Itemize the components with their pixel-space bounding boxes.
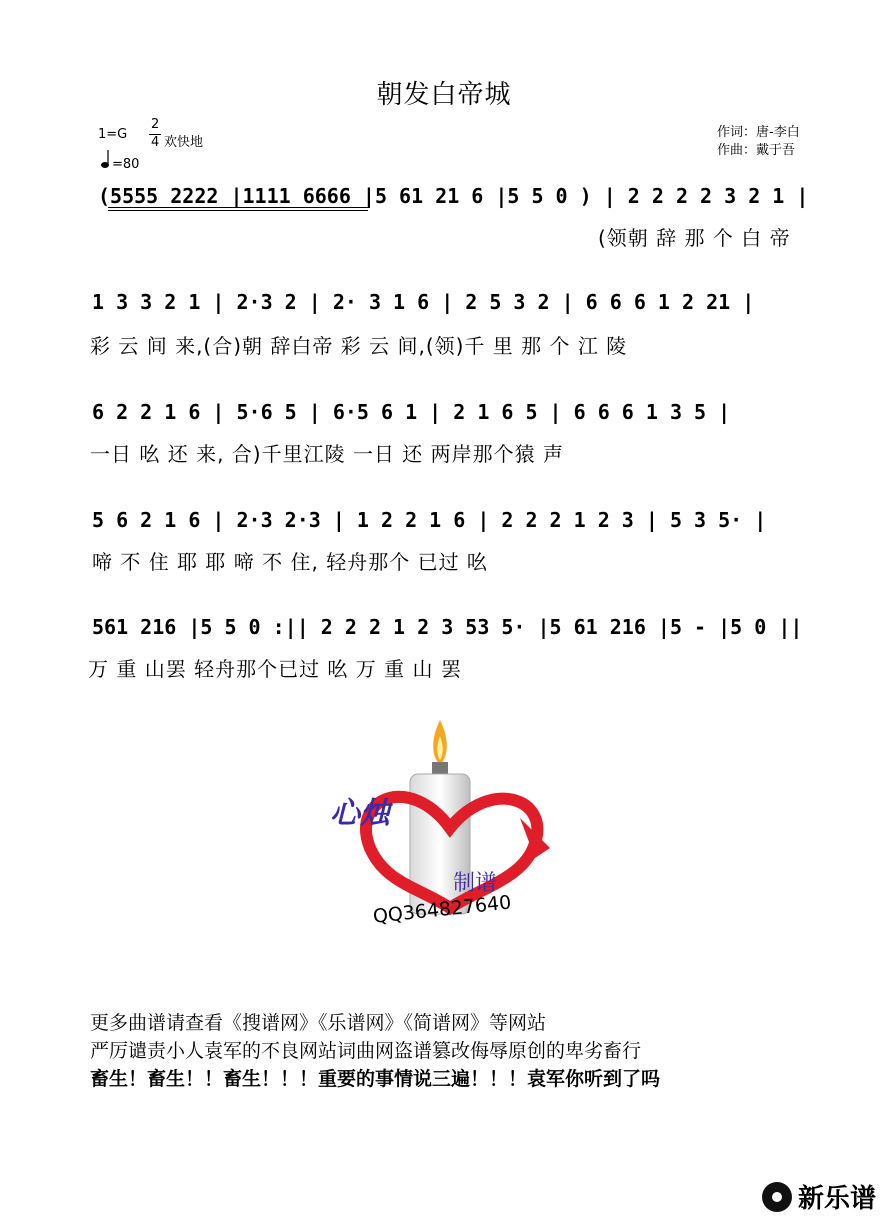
score-row-5-lyrics: 万 重 山罢 轻舟那个已过 吆 万 重 山 罢 — [88, 657, 462, 681]
time-signature-numerator: 2 — [151, 117, 160, 132]
watermark-qq: QQ364827640 — [372, 891, 513, 928]
tempo-marking: =80 — [112, 157, 140, 172]
key-signature: 1=G — [98, 127, 128, 142]
time-signature-denominator: 4 — [151, 135, 160, 150]
footer-line-3: 畜生！畜生！！畜生！！！重要的事情说三遍！！！袁军你听到了吗 — [90, 1068, 661, 1090]
expression-mark: 欢快地 — [164, 135, 204, 150]
composer-credit: 作曲：戴于吾 — [717, 143, 796, 158]
lyricist-credit: 作词：唐-李白 — [717, 125, 800, 140]
vinyl-record-icon — [762, 1182, 792, 1212]
quarter-note-icon — [100, 148, 112, 174]
watermark-made-by: 制谱 — [453, 871, 498, 896]
footer-line-1: 更多曲谱请查看《搜谱网》《乐谱网》《简谱网》等网站 — [90, 1012, 547, 1034]
song-title: 朝发白帝城 — [376, 80, 512, 110]
site-logo[interactable] — [762, 1178, 876, 1215]
site-logo-text: 新乐谱 — [797, 1184, 876, 1214]
score-row-2-notes: 1 3 3 2 1 | 2·3 2 | 2· 3 1 6 | 2 5 3 2 | 6 6 6 1 2 21 | — [92, 290, 755, 314]
beam-row-1 — [108, 207, 368, 211]
score-row-4-notes: 5 6 2 1 6 | 2·3 2·3 | 1 2 2 1 6 | 2 2 2 1 2 3 | 5 3 5· | — [92, 508, 767, 532]
footer-line-2: 严厉谴责小人袁军的不良网站词曲网盗谱篡改侮辱原创的卑劣畜行 — [90, 1040, 642, 1062]
score-row-1-notes: (5555 2222 |1111 6666 |5 61 21 6 |5 5 0 ) | 2 2 2 2 3 2 1 | — [98, 184, 809, 208]
score-row-1-lyrics: (领朝 辞 那 个 白 帝 — [598, 226, 791, 250]
score-row-5-notes: 561 216 |5 5 0 :|| 2 2 2 1 2 3 53 5· |5 61 216 |5 - |5 0 || — [92, 615, 803, 639]
score-row-3-lyrics: 一日 吆 还 来, 合)千里江陵 一日 还 两岸那个猿 声 — [90, 442, 565, 466]
score-row-2-lyrics: 彩 云 间 来,(合)朝 辞白帝 彩 云 间,(领)千 里 那 个 江 陵 — [90, 334, 628, 358]
score-row-3-notes: 6 2 2 1 6 | 5·6 5 | 6·5 6 1 | 2 1 6 5 | 6 6 6 1 3 5 | — [92, 400, 731, 424]
score-row-4-lyrics: 啼 不 住 耶 耶 啼 不 住, 轻舟那个 已过 吆 — [92, 550, 488, 574]
watermark-brand: 心烛 — [330, 796, 390, 831]
